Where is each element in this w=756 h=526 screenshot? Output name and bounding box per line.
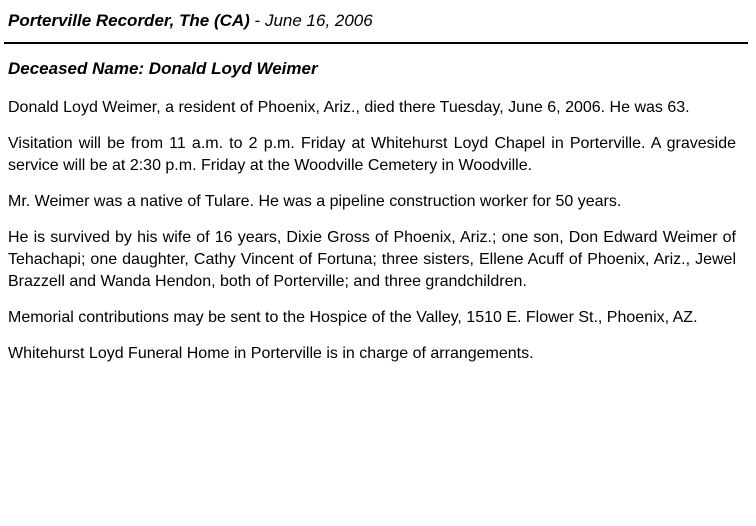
paragraph-residence: Donald Loyd Weimer, a resident of Phoenix, Ariz., died there Tuesday, June 6, 2006. He was 63. [8, 99, 690, 116]
paragraph-visitation: Visitation will be from 11 a.m. to 2 p.m. Friday at Whitehurst Loyd Chapel in Porterville. A graveside service will be at 2:30 p.m. Friday at the Woodville Cemetery in Woodville. [8, 135, 736, 174]
header-separator: - [249, 11, 265, 30]
obituary-body [8, 97, 736, 379]
publication-date: June 16, 2006 [264, 11, 373, 30]
paragraph-memorial: Memorial contributions may be sent to the Hospice of the Valley, 1510 E. Flower St., Phoenix, AZ. [8, 309, 698, 326]
publication-name: Porterville Recorder, The (CA) [8, 11, 250, 30]
deceased-name-heading: Deceased Name: Donald Loyd Weimer [8, 59, 318, 78]
paragraph-survivors: He is survived by his wife of 16 years, Dixie Gross of Phoenix, Ariz.; one son, Don Edward Weimer of Tehachapi; one daughter, Cathy Vincent of Fortuna; three sisters, Ellene Acuff of Phoenix, Ariz., Jewel Brazzell and Wanda Hendon, both of Porterville; and three grandchildren. [8, 229, 736, 290]
header-divider [4, 42, 748, 44]
publication-header [8, 10, 373, 32]
paragraph-background: Mr. Weimer was a native of Tulare. He was a pipeline construction worker for 50 years. [8, 193, 622, 210]
paragraph-arrangements: Whitehurst Loyd Funeral Home in Porterville is in charge of arrangements. [8, 345, 534, 362]
